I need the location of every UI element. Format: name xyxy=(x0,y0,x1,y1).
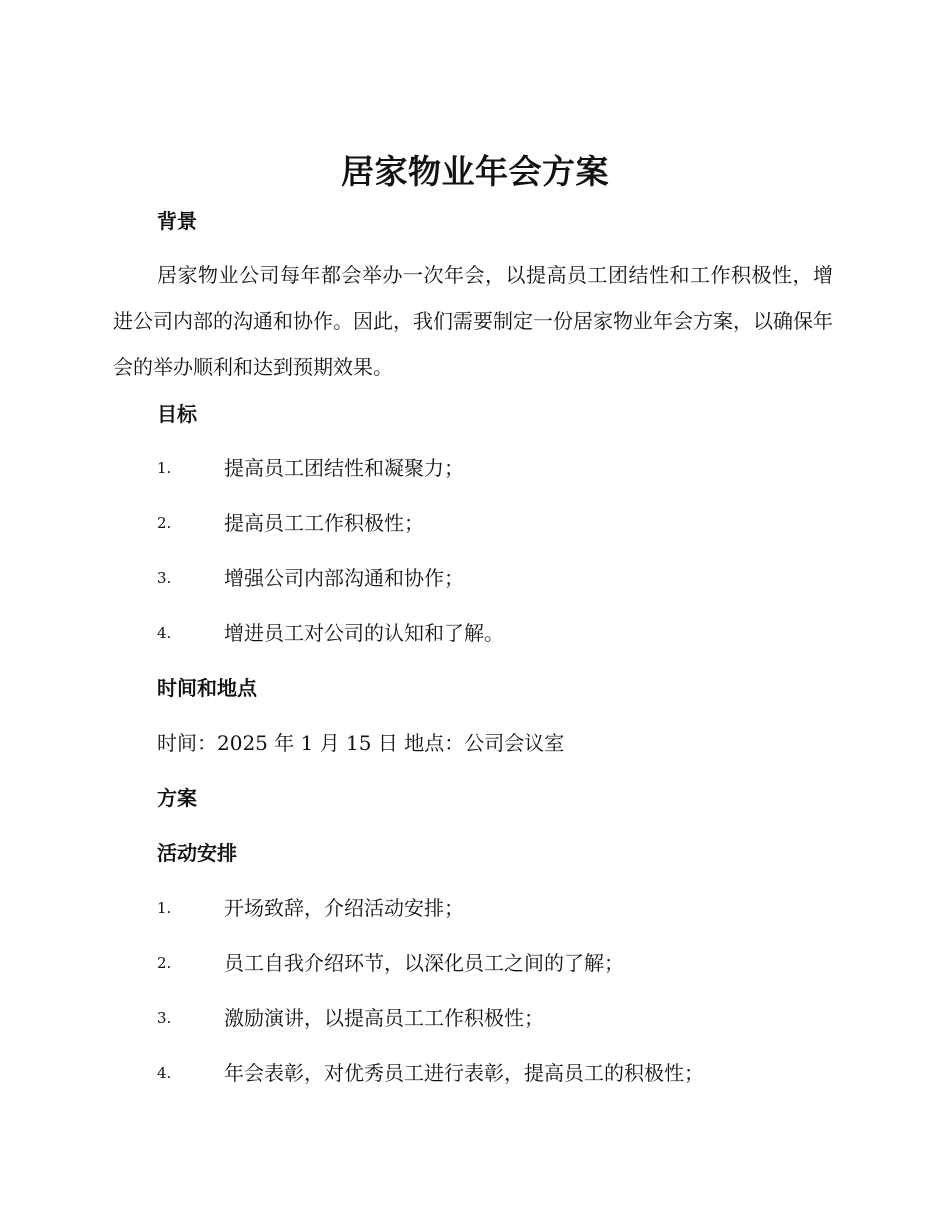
list-number: 4. xyxy=(157,624,172,642)
list-text: 激励演讲，以提高员工工作积极性； xyxy=(224,1006,544,1030)
background-heading: 背景 xyxy=(157,209,197,233)
goals-heading: 目标 xyxy=(157,402,197,426)
list-number: 2. xyxy=(157,954,172,972)
list-number: 3. xyxy=(157,1009,172,1027)
list-number: 1. xyxy=(157,899,172,917)
list-text: 增进员工对公司的认知和了解。 xyxy=(224,621,504,645)
list-number: 4. xyxy=(157,1064,172,1082)
activities-heading: 活动安排 xyxy=(157,841,237,865)
list-number: 3. xyxy=(157,569,172,587)
list-text: 员工自我介绍环节，以深化员工之间的了解； xyxy=(224,951,624,975)
list-number: 2. xyxy=(157,514,172,532)
list-text: 年会表彰，对优秀员工进行表彰，提高员工的积极性； xyxy=(224,1061,704,1085)
document-title: 居家物业年会方案 xyxy=(341,152,609,191)
list-text: 提高员工团结性和凝聚力； xyxy=(224,456,464,480)
list-text: 开场致辞，介绍活动安排； xyxy=(224,896,464,920)
background-paragraph: 居家物业公司每年都会举办一次年会，以提高员工团结性和工作积极性，增进公司内部的沟通和协作。因此，我们需要制定一份居家物业年会方案，以确保年会的举办顺利和达到预期效果。 xyxy=(113,263,833,379)
time-place-line: 时间：2025 年 1 月 15 日 地点：公司会议室 xyxy=(157,731,565,755)
time-place-heading: 时间和地点 xyxy=(157,676,257,700)
list-text: 提高员工工作积极性； xyxy=(224,511,424,535)
list-text: 增强公司内部沟通和协作； xyxy=(224,566,464,590)
list-number: 1. xyxy=(157,459,172,477)
plan-heading: 方案 xyxy=(157,786,197,810)
